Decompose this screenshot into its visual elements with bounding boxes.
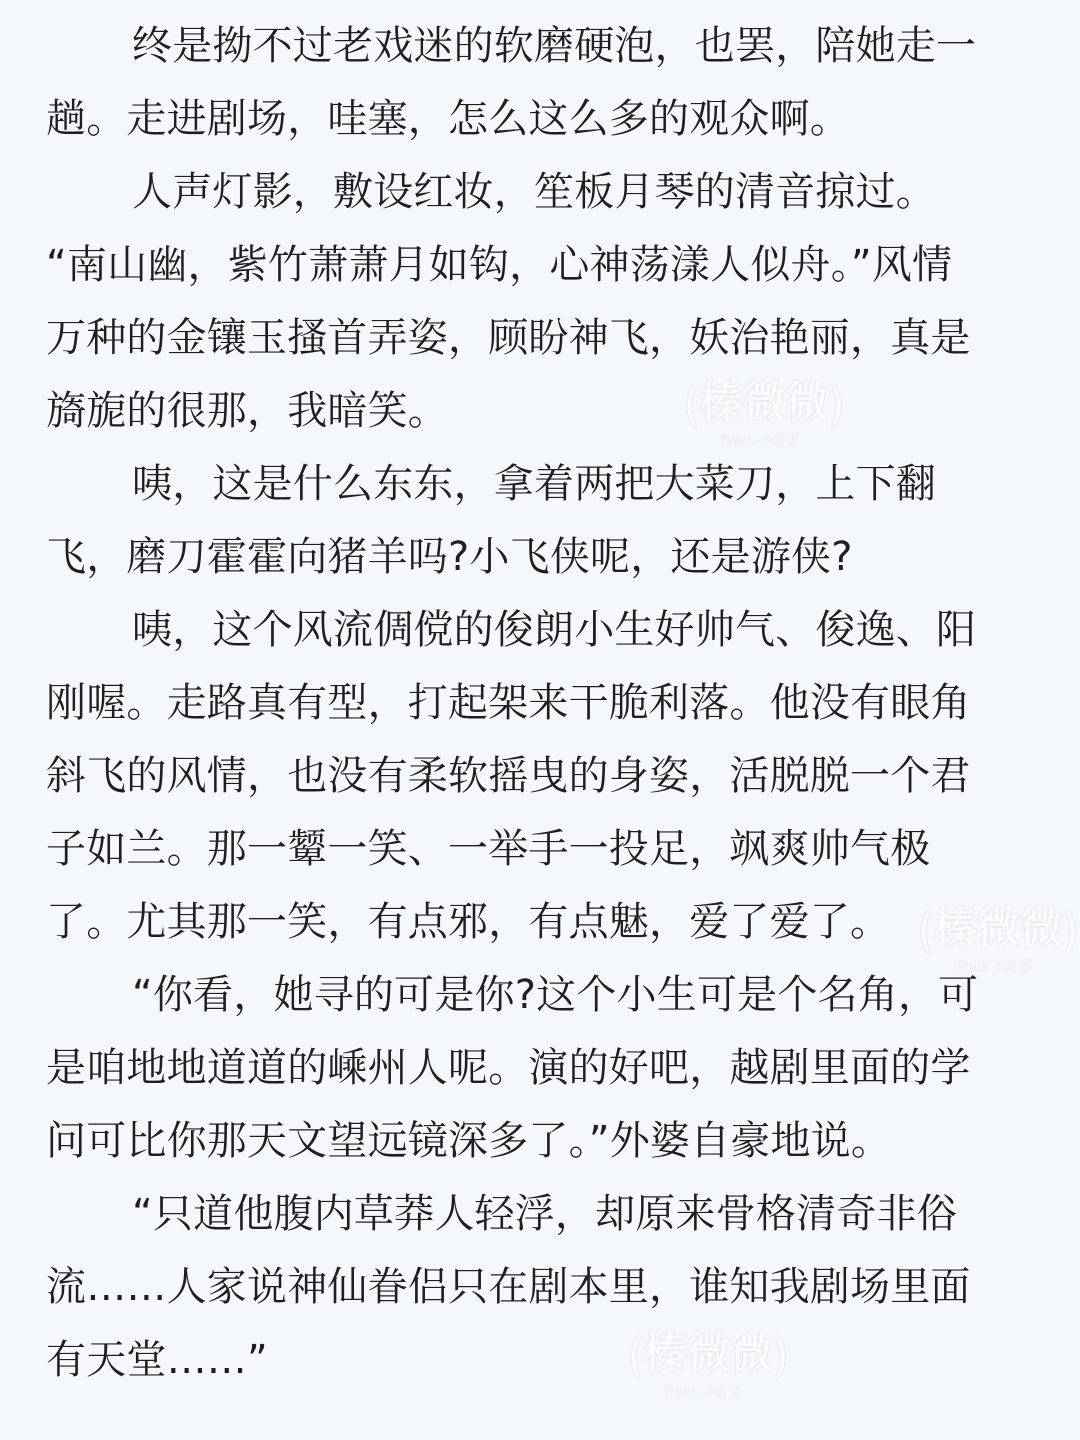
text-line: “只道他腹内草莽人轻浮，却原来骨格清奇非俗 [132,1191,957,1237]
text-line: 旖旎的很那，我暗笑。 [46,388,448,434]
text-line: 了。尤其那一笑，有点邪，有点魅，爱了爱了。 [46,899,891,945]
article-body [46,10,1036,1397]
watermark: (榛微微) From 小红书 [684,378,845,449]
text-line: 飞，磨刀霍霍向猪羊吗?小飞侠呢，还是游侠? [46,534,853,580]
watermark: (榛微微) From 小红书 [628,1329,789,1400]
text-line: 人声灯影，敷设红妆，笙板月琴的清音掠过。 [132,169,936,215]
text-line: 是咱地地道道的嵊州人呢。演的好吧，越剧里面的学 [46,1045,971,1091]
text-line: 子如兰。那一颦一笑、一举手一投足，飒爽帅气极 [46,826,931,872]
text-line: “你看，她寻的可是你?这个小生可是个名角，可 [132,972,979,1018]
text-line: 咦，这个风流倜傥的俊朗小生好帅气、俊逸、阳 [132,607,977,653]
text-line: 有天堂……” [46,1337,268,1383]
text-line: 斜飞的风情，也没有柔软摇曳的身姿，活脱脱一个君 [46,753,971,799]
text-line: “南山幽，紫竹萧萧月如钩，心神荡漾人似舟。”风情 [46,242,953,288]
text-line: 刚喔。走路真有型，打起架来干脆利落。他没有眼角 [46,680,971,726]
text-line: 问可比你那天文望远镜深多了。”外婆自豪地说。 [46,1118,892,1164]
text-line: 趟。走进剧场，哇塞，怎么这么多的观众啊。 [46,96,850,142]
text-line: 流……人家说神仙眷侣只在剧本里，谁知我剧场里面 [46,1264,971,1310]
text-line: 终是拗不过老戏迷的软磨硬泡，也罢，陪她走一 [132,23,977,69]
text-line: 咦，这是什么东东，拿着两把大菜刀，上下翻 [132,461,936,507]
watermark: (榛微微) From 小红书 [918,904,1079,975]
text-line: 万种的金镶玉搔首弄姿，顾盼神飞，妖治艳丽，真是 [46,315,971,361]
